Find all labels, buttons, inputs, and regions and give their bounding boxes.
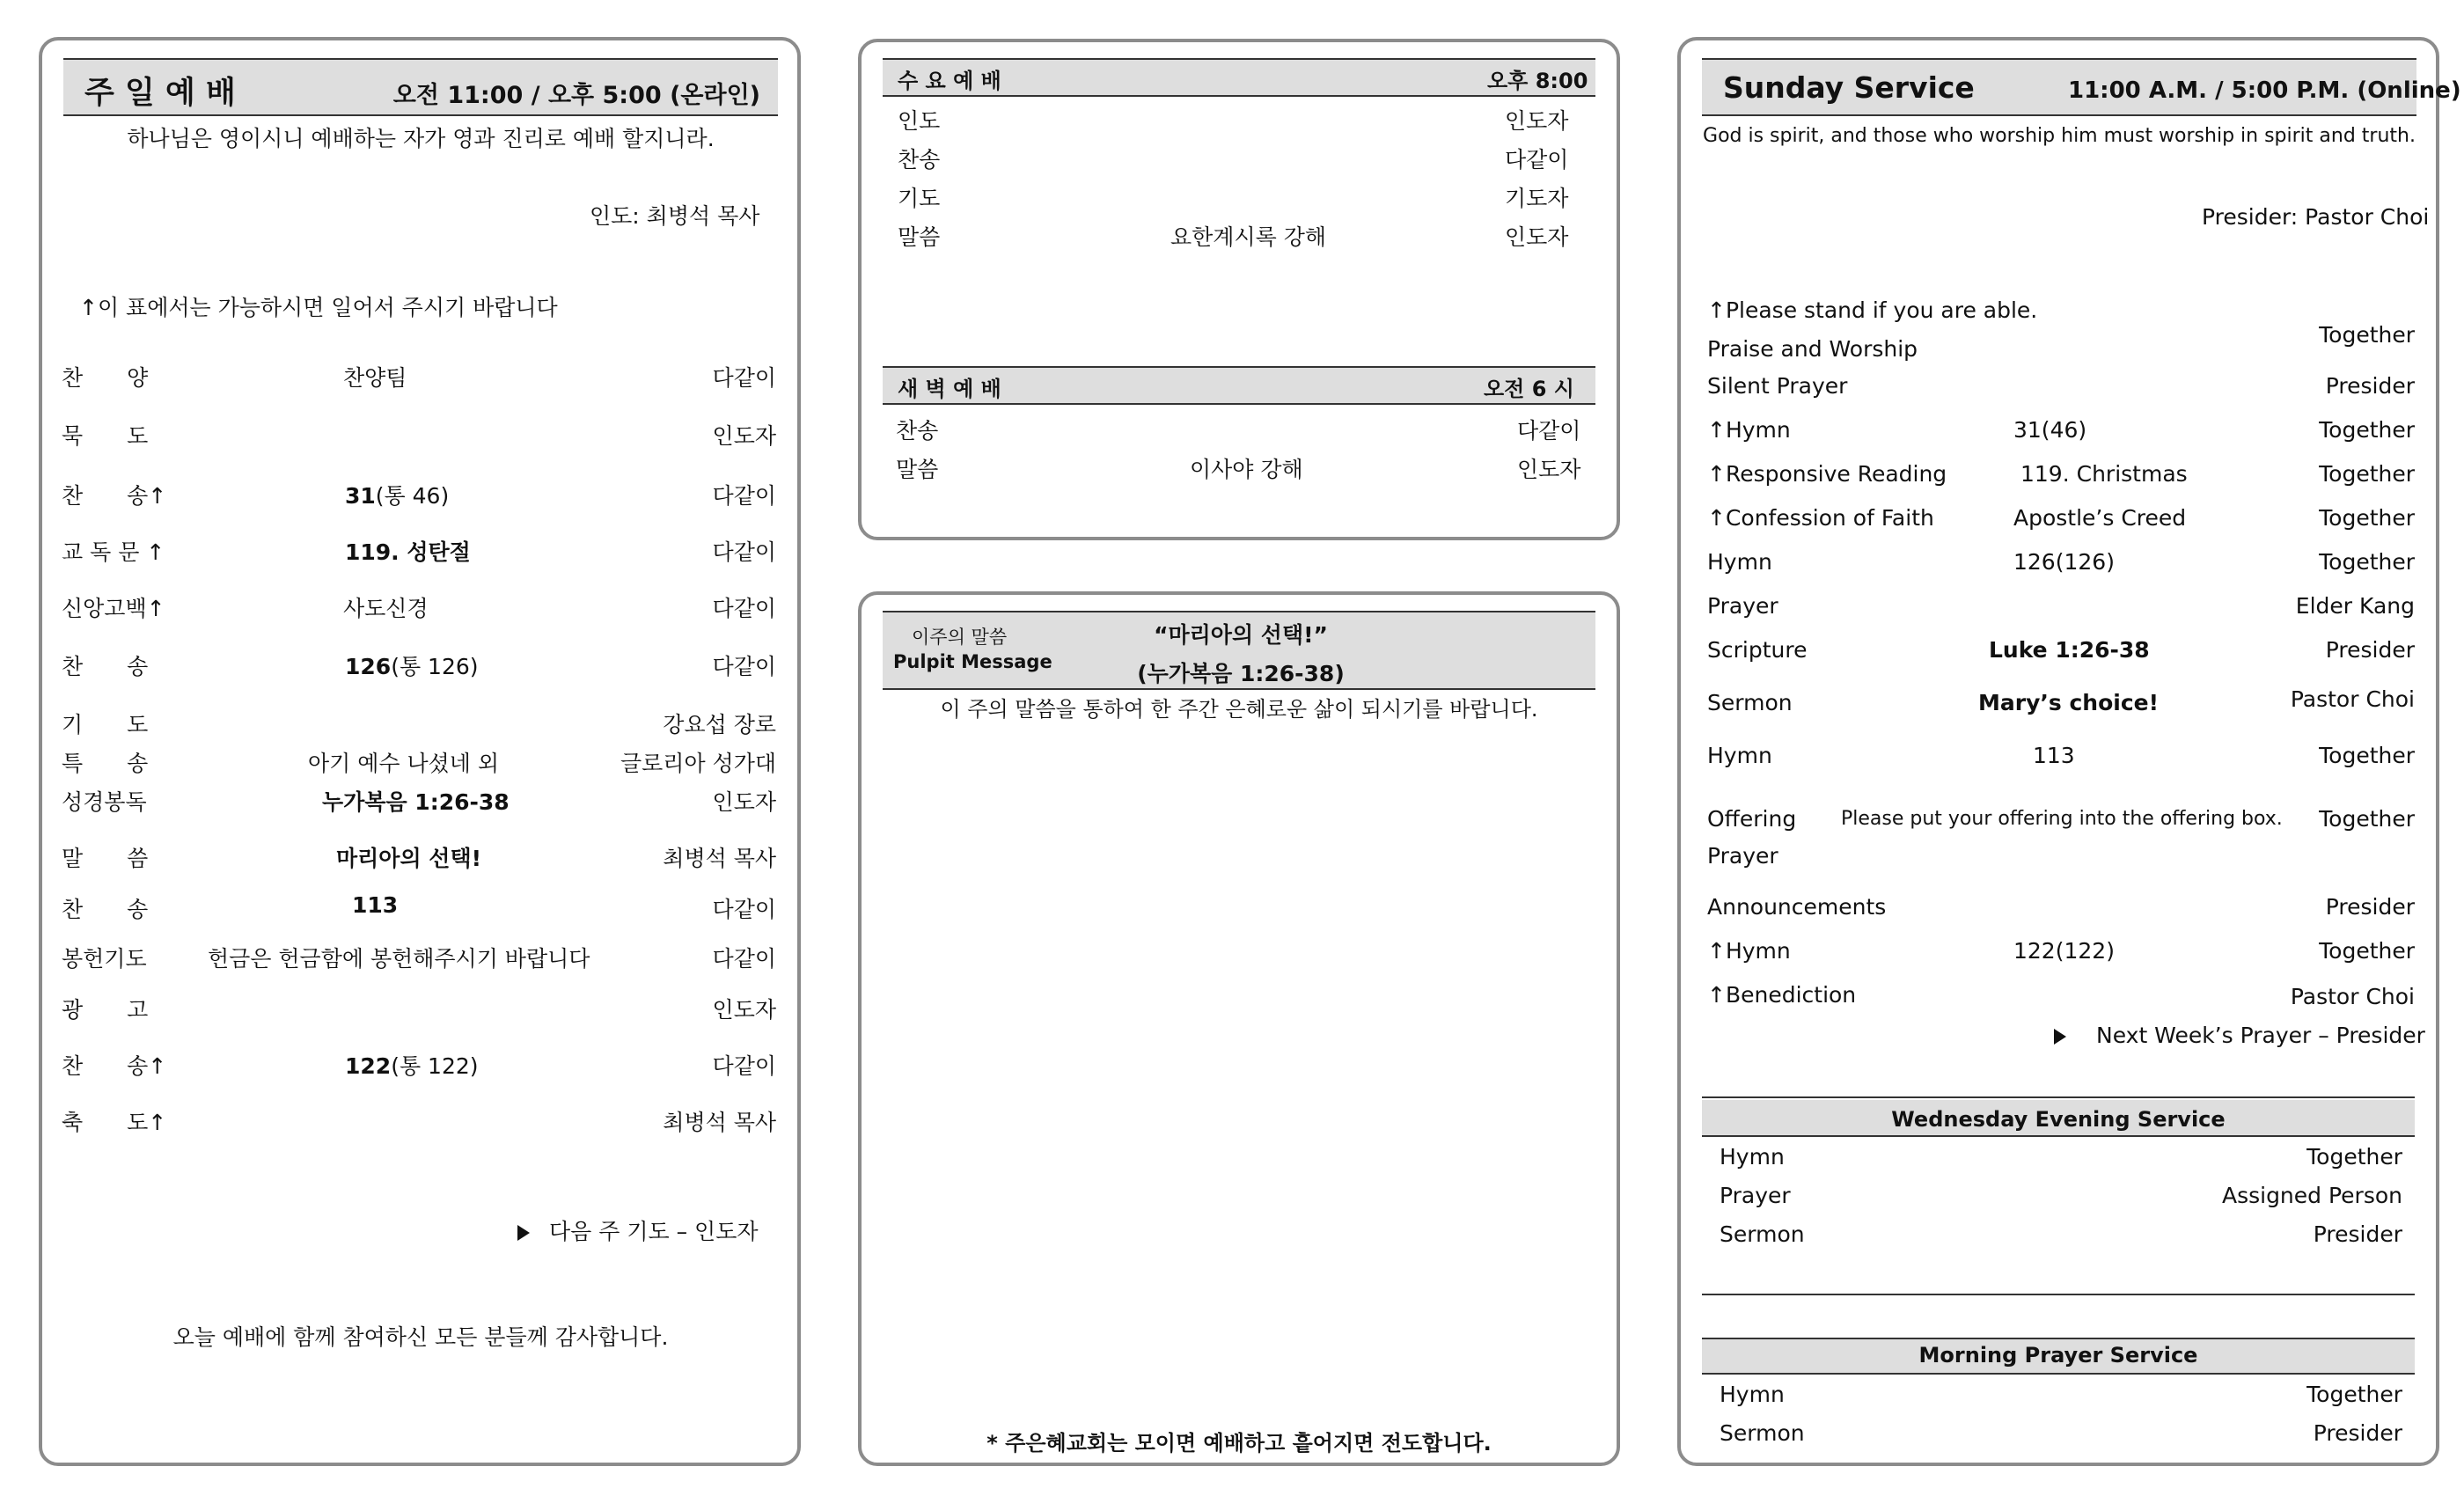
order-item-leader: 다같이 <box>712 946 776 972</box>
english-morning-item-leader: Presider <box>2313 1420 2402 1446</box>
order-item-leader: 다같이 <box>712 654 776 679</box>
pulpit-reference: (누가복음 1:26-38) <box>1137 661 1345 686</box>
wednesday-item-leader: 인도자 <box>1505 224 1569 250</box>
wednesday-time: 오후 8:00 <box>1487 69 1588 93</box>
order-item-detail <box>345 649 479 681</box>
order-item-detail-bold: 31 <box>345 483 376 509</box>
wed-top-rule <box>1702 1096 2415 1098</box>
service-item-label: Sermon <box>1707 690 1793 715</box>
english-wed-item-leader: Assigned Person <box>2221 1183 2402 1208</box>
order-item-label: 기 도 <box>62 712 149 737</box>
english-wed-item-leader: Presider <box>2313 1221 2402 1247</box>
service-item-leader: Presider <box>2325 637 2415 663</box>
church-motto: * 주은혜교회는 모이면 예배하고 흩어지면 전도합니다. <box>986 1431 1492 1456</box>
morning-top-rule <box>1702 1294 2415 1295</box>
service-item-detail: 122(122) <box>2013 938 2115 964</box>
service-item-leader: Together <box>2319 461 2415 487</box>
service-item-label: Prayer <box>1707 843 1778 869</box>
service-item-leader: Pastor Choi <box>2290 686 2415 712</box>
order-item-detail-bold: 마리아의 선택! <box>336 846 482 871</box>
service-item-label: Silent Prayer <box>1707 373 1848 399</box>
service-item-detail: Luke 1:26-38 <box>1989 637 2150 663</box>
wednesday-item-leader: 인도자 <box>1505 108 1569 134</box>
service-item-leader: Together <box>2319 743 2415 768</box>
korean-sunday-presider: 인도: 최병석 목사 <box>590 203 760 229</box>
service-item-label: Offering <box>1707 806 1797 832</box>
service-item-detail: 126(126) <box>2013 549 2115 575</box>
order-item-leader: 인도자 <box>712 423 776 449</box>
order-item-leader: 다같이 <box>712 539 776 565</box>
english-sunday-title: Sunday Service <box>1723 70 1975 105</box>
order-item-label: 신앙고백↑ <box>62 596 165 621</box>
service-item-leader: Together <box>2319 938 2415 964</box>
wednesday-item-detail: 요한계시록 강해 <box>1170 224 1326 250</box>
english-morning-item-label: Sermon <box>1720 1420 1805 1446</box>
wednesday-title: 수 요 예 배 <box>898 69 1001 93</box>
dawn-item-leader: 다같이 <box>1517 418 1581 444</box>
korean-sunday-title: 주 일 예 배 <box>84 76 236 111</box>
order-item-detail <box>345 479 449 510</box>
order-item-label: 말 씀 <box>62 846 149 871</box>
dawn-item-label: 말씀 <box>896 457 939 482</box>
order-item-label: 찬 송↑ <box>62 1053 167 1079</box>
service-item-leader: Together <box>2319 806 2415 832</box>
service-item-label: Hymn <box>1707 549 1772 575</box>
english-morning-item-label: Hymn <box>1720 1382 1785 1407</box>
service-item-detail: Apostle’s Creed <box>2013 505 2187 531</box>
service-item-leader: Presider <box>2325 894 2415 920</box>
service-item-label: Prayer <box>1707 593 1778 619</box>
order-item-detail <box>345 1049 479 1081</box>
korean-next-week-text: 다음 주 기도 – 인도자 <box>549 1219 759 1244</box>
service-item-label: Praise and Worship <box>1707 336 1918 362</box>
wednesday-item-label: 말씀 <box>898 224 941 250</box>
order-item-detail: 아기 예수 나셨네 외 <box>308 751 500 776</box>
english-wed-item-label: Prayer <box>1720 1183 1791 1208</box>
dawn-time: 오전 6 시 <box>1484 377 1574 401</box>
order-item-label: 성경봉독 <box>62 789 147 815</box>
order-item-detail-note: (통 126) <box>391 654 479 679</box>
pulpit-message-panel <box>858 591 1620 1466</box>
service-item-leader: Pastor Choi <box>2290 984 2415 1009</box>
order-item-label: 찬 송 <box>62 654 149 679</box>
order-item-detail <box>345 535 471 567</box>
service-item-detail: 119. Christmas <box>2020 461 2188 487</box>
service-item-label: Hymn <box>1707 743 1772 768</box>
service-item-label: Scripture <box>1707 637 1808 663</box>
dawn-item-leader: 인도자 <box>1517 457 1581 482</box>
korean-next-week <box>517 1214 759 1246</box>
order-item-label: 축 도↑ <box>62 1110 167 1135</box>
order-item-detail-bold: 126 <box>345 654 392 679</box>
english-sunday-verse: God is spirit, and those who worship him must worship in spirit and truth. <box>1703 125 2416 147</box>
order-item-detail-bold: 113 <box>352 892 399 918</box>
order-item-leader: 인도자 <box>712 997 776 1023</box>
dawn-item-label: 찬송 <box>896 418 939 444</box>
order-item-detail <box>322 785 510 817</box>
order-item-label: 찬 송↑ <box>62 483 167 509</box>
order-item-label: 특 송 <box>62 751 149 776</box>
order-item-detail-note: (통 46) <box>375 483 450 509</box>
korean-stand-note: ↑이 표에서는 가능하시면 일어서 주시기 바랍니다 <box>79 295 558 320</box>
service-item-label: Announcements <box>1707 894 1887 920</box>
service-item-leader: Elder Kang <box>2295 593 2415 619</box>
service-item-detail: Mary’s choice! <box>1978 690 2159 715</box>
wednesday-item-leader: 다같이 <box>1505 147 1569 172</box>
dawn-item-detail: 이사야 강해 <box>1190 457 1303 482</box>
order-item-label: 묵 도 <box>62 423 149 449</box>
service-item-leader: Together <box>2319 549 2415 575</box>
service-item-label: ↑Hymn <box>1707 417 1791 443</box>
play-arrow-icon <box>2054 1029 2066 1045</box>
order-item-leader: 인도자 <box>712 789 776 815</box>
pulpit-note: 이 주의 말씀을 통하여 한 주간 은혜로운 삶이 되시기를 바랍니다. <box>940 697 1538 722</box>
order-item-leader: 글로리아 성가대 <box>620 751 776 776</box>
order-item-detail <box>336 841 481 873</box>
service-item-leader: Together <box>2319 505 2415 531</box>
english-sunday-presider: Presider: Pastor Choi <box>2202 204 2430 230</box>
wednesday-item-label: 기도 <box>898 186 941 211</box>
english-next-week <box>2054 1023 2425 1048</box>
order-item-leader: 다같이 <box>712 596 776 621</box>
wednesday-item-label: 인도 <box>898 108 941 134</box>
korean-thanks: 오늘 예배에 함께 참여하신 모든 분들께 감사합니다. <box>172 1324 669 1350</box>
order-item-label: 광 고 <box>62 997 149 1023</box>
order-item-label: 교 독 문 ↑ <box>62 539 165 565</box>
order-item-leader: 최병석 목사 <box>663 846 776 871</box>
english-sunday-time: 11:00 A.M. / 5:00 P.M. (Online) <box>2068 77 2461 104</box>
order-item-detail-bold: 119. 성탄절 <box>345 539 471 565</box>
order-item-leader: 다같이 <box>712 897 776 922</box>
order-item-detail: 헌금은 헌금함에 봉헌해주시기 바랍니다 <box>208 946 590 972</box>
english-stand-note: ↑Please stand if you are able. <box>1707 297 2038 323</box>
order-item-leader: 최병석 목사 <box>663 1110 776 1135</box>
service-item-detail: 113 <box>2033 743 2075 768</box>
order-item-leader: 다같이 <box>712 483 776 509</box>
play-arrow-icon <box>517 1225 530 1241</box>
service-item-detail: 31(46) <box>2013 417 2087 443</box>
pulpit-label-en: Pulpit Message <box>893 651 1052 672</box>
dawn-title: 새 벽 예 배 <box>898 377 1001 401</box>
service-item-detail: Please put your offering into the offering box. <box>1841 808 2283 830</box>
order-item-label: 찬 양 <box>62 365 149 391</box>
service-item-leader: Presider <box>2325 373 2415 399</box>
order-item-detail <box>352 892 398 918</box>
service-item-label: ↑Confession of Faith <box>1707 505 1934 531</box>
english-wed-item-label: Hymn <box>1720 1144 1785 1170</box>
order-item-detail-bold: 122 <box>345 1053 392 1079</box>
service-item-label: ↑Responsive Reading <box>1707 461 1947 487</box>
order-item-detail-note: (통 122) <box>391 1053 479 1079</box>
service-item-label: ↑Benediction <box>1707 982 1857 1008</box>
order-item-leader: 다같이 <box>712 1053 776 1079</box>
service-item-label: ↑Hymn <box>1707 938 1791 964</box>
korean-sunday-time: 오전 11:00 / 오후 5:00 (온라인) <box>392 82 760 109</box>
order-item-label: 봉헌기도 <box>62 946 147 972</box>
order-item-detail-bold: 누가복음 1:26-38 <box>322 789 510 815</box>
service-item-leader: Together <box>2319 417 2415 443</box>
order-item-detail: 찬양팀 <box>343 365 407 391</box>
english-wed-item-label: Sermon <box>1720 1221 1805 1247</box>
english-wed-item-leader: Together <box>2306 1144 2402 1170</box>
order-item-leader: 강요섭 장로 <box>663 712 776 737</box>
english-next-week-text: Next Week’s Prayer – Presider <box>2096 1023 2425 1048</box>
order-item-detail: 사도신경 <box>343 596 429 621</box>
order-item-label: 찬 송 <box>62 897 149 922</box>
wednesday-item-leader: 기도자 <box>1505 186 1569 211</box>
order-item-leader: 다같이 <box>712 365 776 391</box>
english-morning-title: Morning Prayer Service <box>1918 1343 2198 1368</box>
korean-sunday-verse: 하나님은 영이시니 예배하는 자가 영과 진리로 예배 할지니라. <box>127 126 715 151</box>
wednesday-item-label: 찬송 <box>898 147 941 172</box>
english-wed-title: Wednesday Evening Service <box>1891 1107 2226 1132</box>
pulpit-label-ko: 이주의 말씀 <box>912 627 1008 648</box>
english-morning-item-leader: Together <box>2306 1382 2402 1407</box>
service-item-leader: Together <box>2319 322 2415 348</box>
pulpit-title: “마리아의 선택!” <box>1154 622 1328 648</box>
